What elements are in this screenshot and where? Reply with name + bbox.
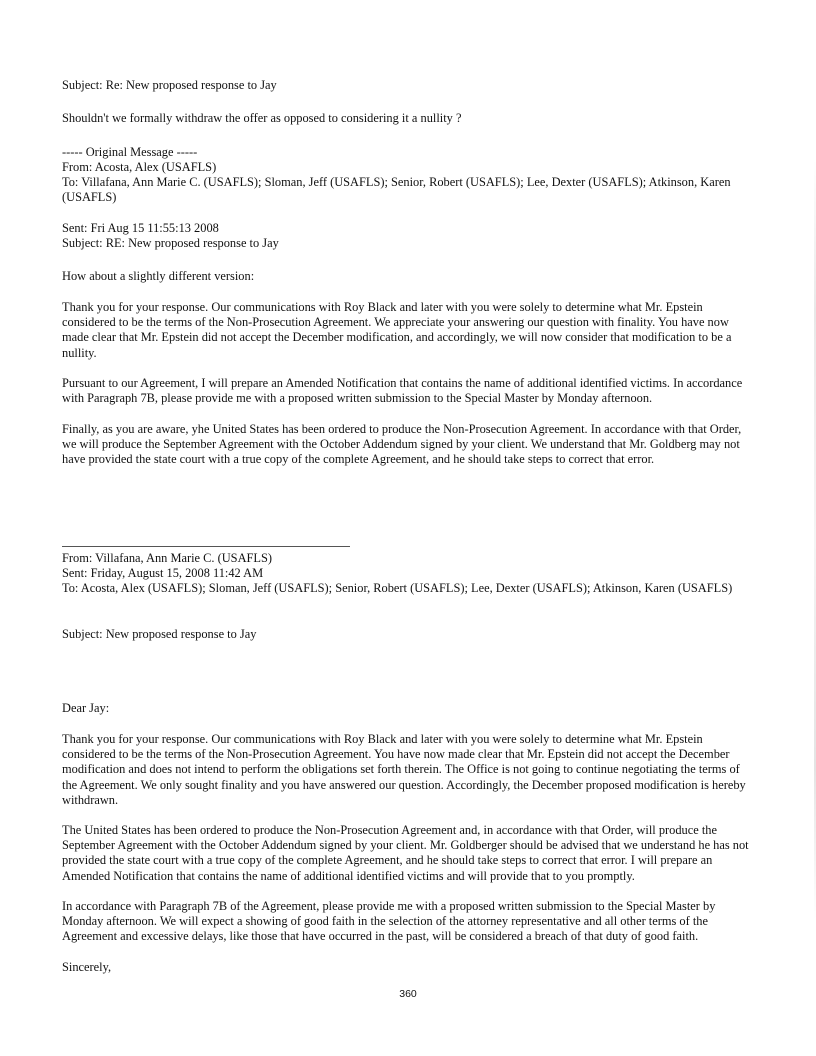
reply-subject: Subject: Re: New proposed response to Jay <box>62 78 277 92</box>
earlier-subject: Subject: New proposed response to Jay <box>62 627 257 641</box>
salutation: Dear Jay: <box>62 701 110 715</box>
original-to: To: Villafana, Ann Marie C. (USAFLS); Sloman, Jeff (USAFLS); Senior, Robert (USAFLS); Lee, Dexter (USAFLS); Atkinson, Karen (USAFLS) <box>62 175 731 205</box>
original-message-label: ----- Original Message ----- <box>62 145 198 159</box>
original-paragraph-2: Pursuant to our Agreement, I will prepare an Amended Notification that contains the name of additional identified victims. In accordance with Paragraph 7B, please provide me with a proposed written submission to the Special Master by Monday afternoon. <box>62 376 743 406</box>
reply-body: Shouldn't we formally withdraw the offer as opposed to considering it a nullity ? <box>62 111 462 125</box>
original-intro: How about a slightly different version: <box>62 269 255 283</box>
original-subject: Subject: RE: New proposed response to Jay <box>62 236 279 250</box>
original-paragraph-1: Thank you for your response. Our communications with Roy Black and later with you were solely to determine what Mr. Epstein considered to be the terms of the Non-Prosecution Agreement. We appreciate your answering our question with finality. You have now made clear that Mr. Epstein did not accept the December modification, and accordingly, we will now consider that modification to be a nullity. <box>62 300 732 360</box>
earlier-paragraph-1: Thank you for your response. Our communications with Roy Black and later with you were solely to determine what Mr. Epstein considered to be the terms of the Non-Prosecution Agreement. You have now made clear that Mr. Epstein did not accept the December modification and does not intend to perform the obligations set forth therein. The Office is not going to continue negotiating the terms of the Agreement. We only sought finality and you have answered our question. Accordingly, the December proposed modification is hereby withdrawn. <box>62 732 746 807</box>
earlier-sent: Sent: Friday, August 15, 2008 11:42 AM <box>62 566 264 580</box>
earlier-to: To: Acosta, Alex (USAFLS); Sloman, Jeff (USAFLS); Senior, Robert (USAFLS); Lee, Dexter (USAFLS); Atkinson, Karen (USAFLS) <box>62 581 733 595</box>
earlier-paragraph-2: The United States has been ordered to produce the Non-Prosecution Agreement and, in accordance with that Order, will produce the September Agreement with the October Addendum signed by your client. Mr. Goldberger should be advised that we understand he has not provided the state court with a true copy of the complete Agreement, and he should take steps to correct that error. I will prepare an Amended Notification that contains the name of additional identified victims and will provide that to you promptly. <box>62 823 749 883</box>
closing: Sincerely, <box>62 960 112 974</box>
original-from: From: Acosta, Alex (USAFLS) <box>62 160 217 174</box>
original-paragraph-3: Finally, as you are aware, yhe United States has been ordered to produce the Non-Prosecution Agreement. In accordance with that Order, we will produce the September Agreement with the October Addendum signed by your client. We understand that Mr. Goldberg may not have provided the state court with a true copy of the complete Agreement, and he should take steps to correct that error. <box>62 422 742 467</box>
original-sent: Sent: Fri Aug 15 11:55:13 2008 <box>62 221 219 235</box>
earlier-paragraph-3: In accordance with Paragraph 7B of the Agreement, please provide me with a proposed written submission to the Special Master by Monday afternoon. We will expect a showing of good faith in the selection of the attorney representative and all other terms of the Agreement and excessive delays, like those that have occurred in the past, will be considered a breach of that duty of good faith. <box>62 899 716 944</box>
page-number: 360 <box>399 988 417 1000</box>
signature-divider <box>62 546 350 547</box>
earlier-from: From: Villafana, Ann Marie C. (USAFLS) <box>62 551 272 565</box>
